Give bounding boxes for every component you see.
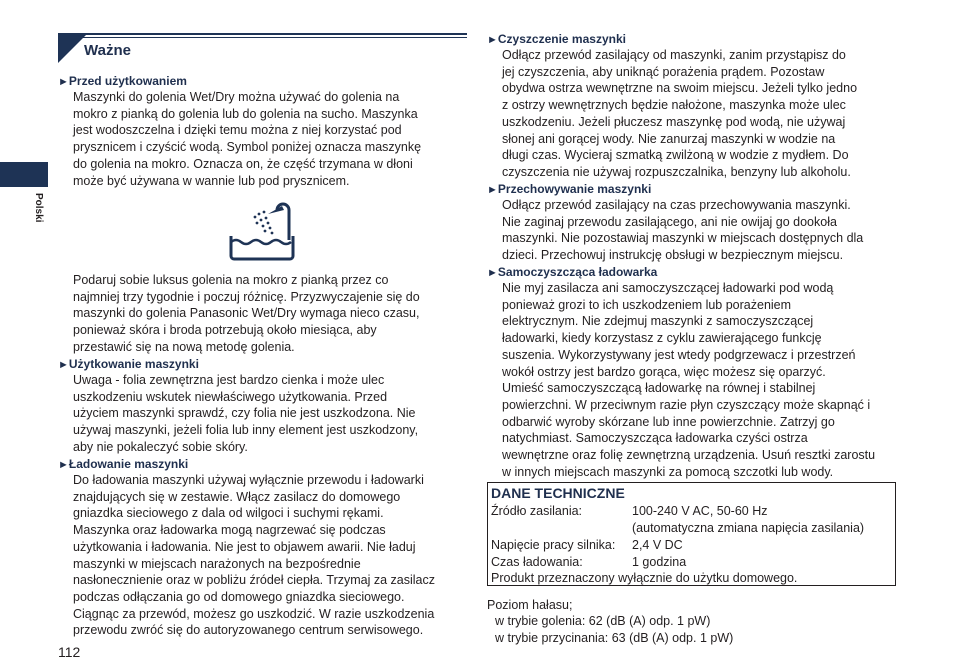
text-line: przewodu zwróć się do autoryzowanego centrum serwisowego. (73, 623, 424, 638)
spec-label-power: Źródło zasilania: (491, 504, 583, 518)
text-line: uszkodzeniu. Jeżeli płuczesz maszynkę pod wodą, nie używaj (502, 114, 846, 129)
section-body-storage (502, 197, 863, 264)
text-line: ponieważ grozi to ich uszkodzeniem lub porażeniem (502, 297, 792, 312)
text-line: jej czyszczenia, aby uniknąć porażenia prądem. Pozostaw (502, 64, 825, 79)
text-line: powierzchni. W przeciwnym razie płyn czyszczący może skapnąć i (502, 397, 871, 412)
text-line: Ciągnąc za przewód, możesz go uszkodzić. W razie uszkodzenia (73, 606, 435, 621)
text-line: maszynki w miejscach narażonych na bezpośrednie (73, 556, 361, 571)
text-line: nasłonecznienie oraz w pobliżu źródeł ciepła. Trzymaj za zasilacz (73, 573, 435, 588)
text-line: długi czas. Wycieraj szmatką zwilżoną w wodzie z mydłem. Do (502, 148, 849, 163)
text-line: jest wodoszczelna i dzięki temu można z niej korzystać pod (73, 123, 402, 138)
text-line: Nie myj zasilacza ani samoczyszczącej ładowarki pod wodą (502, 281, 834, 295)
text-line: wewnętrzne oraz folię zewnętrzną urządzenia. Usuń resztki zarostu (502, 448, 876, 463)
spec-label-charge: Czas ładowania: (491, 555, 583, 569)
header-rule (58, 33, 467, 35)
section-heading-self-cleaning: ►Samoczyszcząca ładowarka (487, 265, 658, 279)
text-line: używaj maszynki, jeżeli folia lub inny element jest uszkodzony, (73, 423, 419, 438)
section-heading-cleaning: ►Czyszczenie maszynki (487, 32, 626, 46)
text-line: Do ładowania maszynki używaj wyłącznie przewodu i ładowarki (73, 473, 424, 487)
text-line: elektrycznym. Nie zdejmuj maszynki z samoczyszczącej (502, 314, 814, 329)
section-body-charging (73, 472, 435, 639)
spec-note: Produkt przeznaczony wyłącznie do użytku domowego. (491, 571, 798, 585)
page-number: 112 (58, 644, 81, 660)
section-heading-storage: ►Przechowywanie maszynki (487, 182, 652, 196)
text-line: użyciem maszynki sprawdź, czy folia nie jest uszkodzona. Nie (73, 406, 416, 421)
spec-label-motor: Napięcie pracy silnika: (491, 538, 616, 552)
text-line: słonej ani gorącej wody. Nie zanurzaj maszynki w wodzie na (502, 131, 836, 146)
text-line: podczas odłączania go od domowego gniazdka sieciowego. (73, 589, 405, 604)
noise-trimming: w trybie przycinania: 63 (dB (A) odp. 1 pW) (495, 631, 734, 645)
spec-value-motor: 2,4 V DC (632, 538, 683, 552)
text-line: maszynki do golenia Panasonic Wet/Dry wymaga nieco czasu, (73, 306, 420, 321)
specs-box (487, 482, 896, 586)
noise-title: Poziom hałasu; (487, 598, 573, 612)
text-line: obydwa ostrza wewnętrzne na swoim miejscu. Jeżeli tylko jedno (502, 81, 858, 96)
triangle-arrow-icon: ► (58, 459, 69, 471)
section-body-before (73, 89, 421, 189)
spec-value-charge: 1 godzina (632, 555, 687, 569)
side-tab-marker (0, 162, 48, 187)
text-line: do golenia na mokro. Oznacza on, że część trzymana w dłoni (73, 156, 413, 171)
triangle-arrow-icon: ► (58, 76, 69, 88)
text-line: maszynki. Nie pozostawiaj maszynki w miejscach dostępnych dla (502, 231, 864, 246)
text-line: z ostrzy wewnętrznych będzie nałożone, maszynka może ulec (502, 98, 846, 113)
section-body-cleaning (502, 47, 857, 181)
side-language-label: Polski (33, 193, 44, 223)
triangle-arrow-icon: ► (487, 267, 498, 279)
text-line: najmniej trzy tygodnie i poczuj różnicę. Przyzwyczajenie się do (73, 289, 420, 304)
text-line: uszkodzeniu wskutek niewłaściwego użytkowania. Przed (73, 389, 388, 404)
text-line: Maszynki do golenia Wet/Dry można używać do golenia na (73, 90, 400, 104)
spec-value-power-note: (automatyczna zmiana napięcia zasilania) (632, 521, 865, 535)
triangle-arrow-icon: ► (58, 359, 69, 371)
spec-value-power: 100-240 V AC, 50-60 Hz (632, 504, 768, 518)
triangle-arrow-icon: ► (487, 34, 498, 46)
important-header (58, 33, 467, 63)
section-heading-charging: ►Ładowanie maszynki (58, 457, 189, 471)
text-line: Odłącz przewód zasilający od maszynki, zanim przystąpisz do (502, 48, 846, 62)
specs-title: DANE TECHNICZNE (491, 485, 625, 501)
section-body-self-cleaning (502, 280, 875, 480)
text-line: w innych miejscach maszynki za pomocą szczotki lub wody. (502, 464, 834, 479)
shower-bath-icon (228, 200, 296, 265)
text-line: prysznicem i czyścić wodą. Symbol poniżej oznacza maszynkę (73, 140, 422, 155)
text-line: dzieci. Przechowuj instrukcję obsługi w bezpiecznym miejscu. (502, 248, 844, 263)
text-line: czyszczenia nie używaj rozpuszczalnika, benzyny lub alkoholu. (502, 164, 851, 179)
triangle-arrow-icon: ► (487, 184, 498, 196)
text-line: aby nie pokaleczyć sobie skóry. (73, 439, 248, 454)
text-line: gniazdka sieciowego z dala od wilgoci i suchymi rękami. (73, 506, 384, 521)
noise-shaving: w trybie golenia: 62 (dB (A) odp. 1 pW) (495, 614, 711, 628)
text-line: znajdujących się w zestawie. Włącz zasilacz do domowego (73, 489, 401, 504)
text-line: Odłącz przewód zasilający na czas przechowywania maszynki. (502, 198, 851, 212)
section-body-usage (73, 372, 418, 456)
text-line: suszenia. Wykorzystywany jest wtedy podgrzewacz i przestrzeń (502, 347, 856, 362)
text-line: Umieść samoczyszczącą ładowarkę na równej i stabilnej (502, 381, 816, 396)
text-line: przestawić się na nową metodę golenia. (73, 339, 295, 354)
text-line: użytkowania i ładowania. Nie jest to objawem awarii. Nie ładuj (73, 539, 416, 554)
text-line: Nie zaginaj przewodu zasilającego, ani nie owijaj go dookoła (502, 214, 837, 229)
important-title: Ważne (84, 42, 131, 59)
section-body-before-2 (73, 272, 420, 356)
section-heading-before: ►Przed użytkowaniem (58, 74, 187, 88)
text-line: odbarwić wyroby skórzane lub inne powierzchnie. Zatrzyj go (502, 414, 835, 429)
text-line: Podaruj sobie luksus golenia na mokro z pianką przez co (73, 273, 389, 287)
text-line: ładowarki, kiedy korzystasz z cyklu zawierającego funkcję (502, 331, 822, 346)
text-line: wokół ostrzy jest bardzo gorąca, więc możesz się oparzyć. (502, 364, 826, 379)
text-line: natychmiast. Samoczyszcząca ładowarka czyści ostrza (502, 431, 808, 446)
section-heading-usage: ►Użytkowanie maszynki (58, 357, 199, 371)
text-line: Uwaga - folia zewnętrzna jest bardzo cienka i może ulec (73, 373, 385, 387)
text-line: mokro z pianką do golenia lub do golenia na sucho. Maszynka (73, 106, 418, 121)
text-line: ponieważ skóra i broda potrzebują około miesiąca, aby (73, 323, 377, 338)
text-line: może być używana w wannie lub pod prysznicem. (73, 173, 350, 188)
text-line: Maszynka oraz ładowarka mogą nagrzewać się podczas (73, 523, 386, 538)
header-rule-thin (58, 37, 467, 38)
